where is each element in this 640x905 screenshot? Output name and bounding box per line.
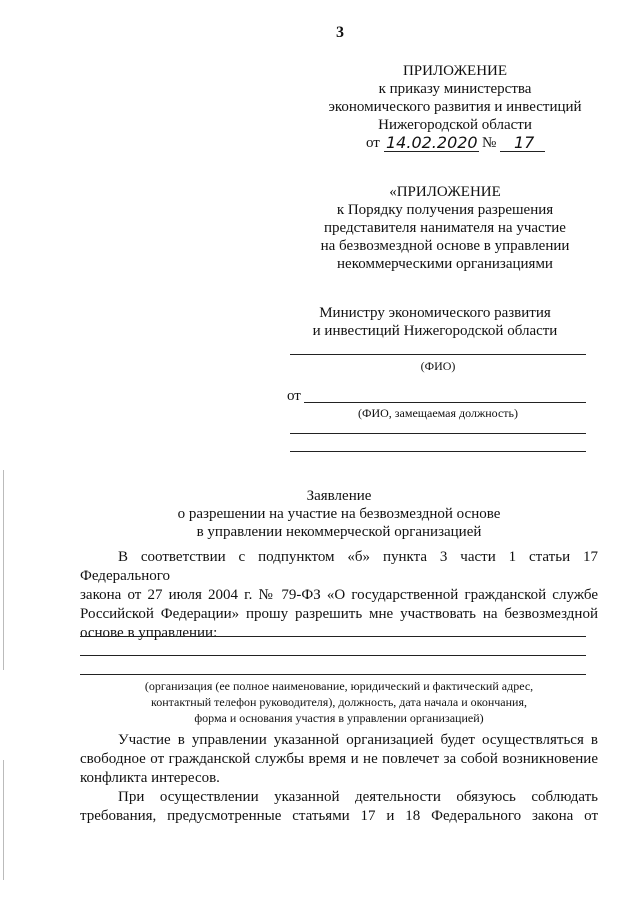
organization-field-line	[80, 655, 586, 656]
paragraph-obligations	[80, 788, 598, 826]
page-number: 3	[336, 24, 344, 41]
appendix2-line: представителя нанимателя на участие	[324, 220, 566, 236]
text-line: Участие в управлении указанной организацией будет осуществляться в	[118, 732, 598, 748]
appendix-line: экономического развития и инвестиций	[328, 99, 582, 115]
number-prefix: №	[482, 135, 497, 151]
appendix-line: Нижегородской области	[378, 117, 532, 133]
appendix-line: к приказу министерства	[378, 81, 532, 97]
fio-field-line	[290, 354, 586, 355]
text-line: Российской Федерации» прошу разрешить мне участвовать на безвозмездной	[80, 606, 598, 622]
paragraph-request	[80, 548, 598, 643]
addressee-line: и инвестиций Нижегородской области	[312, 323, 558, 339]
text-line: основе в управлении:	[80, 625, 218, 641]
number-underline	[500, 151, 545, 152]
date-prefix: от	[366, 135, 380, 151]
fio-caption: (ФИО)	[420, 359, 456, 373]
appendix2-title: «ПРИЛОЖЕНИЕ	[389, 184, 501, 200]
text-line: При осуществлении указанной деятельности обязуюсь соблюдать	[118, 789, 598, 805]
paragraph-no-conflict	[80, 731, 598, 788]
from-label: от	[287, 388, 301, 404]
statement-subtitle: в управлении некоммерческой организацией	[196, 524, 482, 540]
text-line: закона от 27 июля 2004 г. № 79-ФЗ «О государственной гражданской службе	[80, 587, 598, 603]
text-line: В соответствии с подпунктом «б» пункта 3 части 1 статьи 17 Федерального	[80, 549, 598, 584]
text-line: требования, предусмотренные статьями 17 и 18 Федерального закона от	[80, 808, 598, 824]
from-field-line	[304, 402, 586, 403]
order-number-handwritten: 17	[514, 133, 535, 152]
statement-subtitle: о разрешении на участие на безвозмездной основе	[177, 506, 501, 522]
organization-caption: (организация (ее полное наименование, юридический и фактический адрес,	[144, 679, 534, 693]
text-line: свободное от гражданской службы время и не повлечет за собой возникновение	[80, 751, 598, 767]
date-underline	[384, 151, 479, 152]
appendix2-line: на безвозмездной основе в управлении	[320, 238, 570, 254]
position-field-line	[290, 451, 586, 452]
organization-field-line	[80, 674, 586, 675]
statement-title: Заявление	[306, 488, 372, 504]
organization-caption: форма и основания участия в управлении организацией)	[194, 711, 484, 725]
scan-margin-mark	[3, 760, 4, 880]
appendix-title: ПРИЛОЖЕНИЕ	[402, 63, 508, 79]
text-line: конфликта интересов.	[80, 770, 220, 786]
order-date-handwritten: 14.02.2020	[386, 133, 478, 152]
order-date-number	[366, 133, 566, 155]
from-caption: (ФИО, замещаемая должность)	[357, 406, 519, 420]
addressee-line: Министру экономического развития	[319, 305, 551, 321]
appendix2-line: к Порядку получения разрешения	[336, 202, 554, 218]
scan-margin-mark	[3, 470, 4, 670]
organization-caption: контактный телефон руководителя), должность, дата начала и окончания,	[151, 695, 527, 709]
position-field-line	[290, 433, 586, 434]
appendix2-line: некоммерческими организациями	[337, 256, 553, 272]
organization-field-line	[80, 636, 586, 637]
